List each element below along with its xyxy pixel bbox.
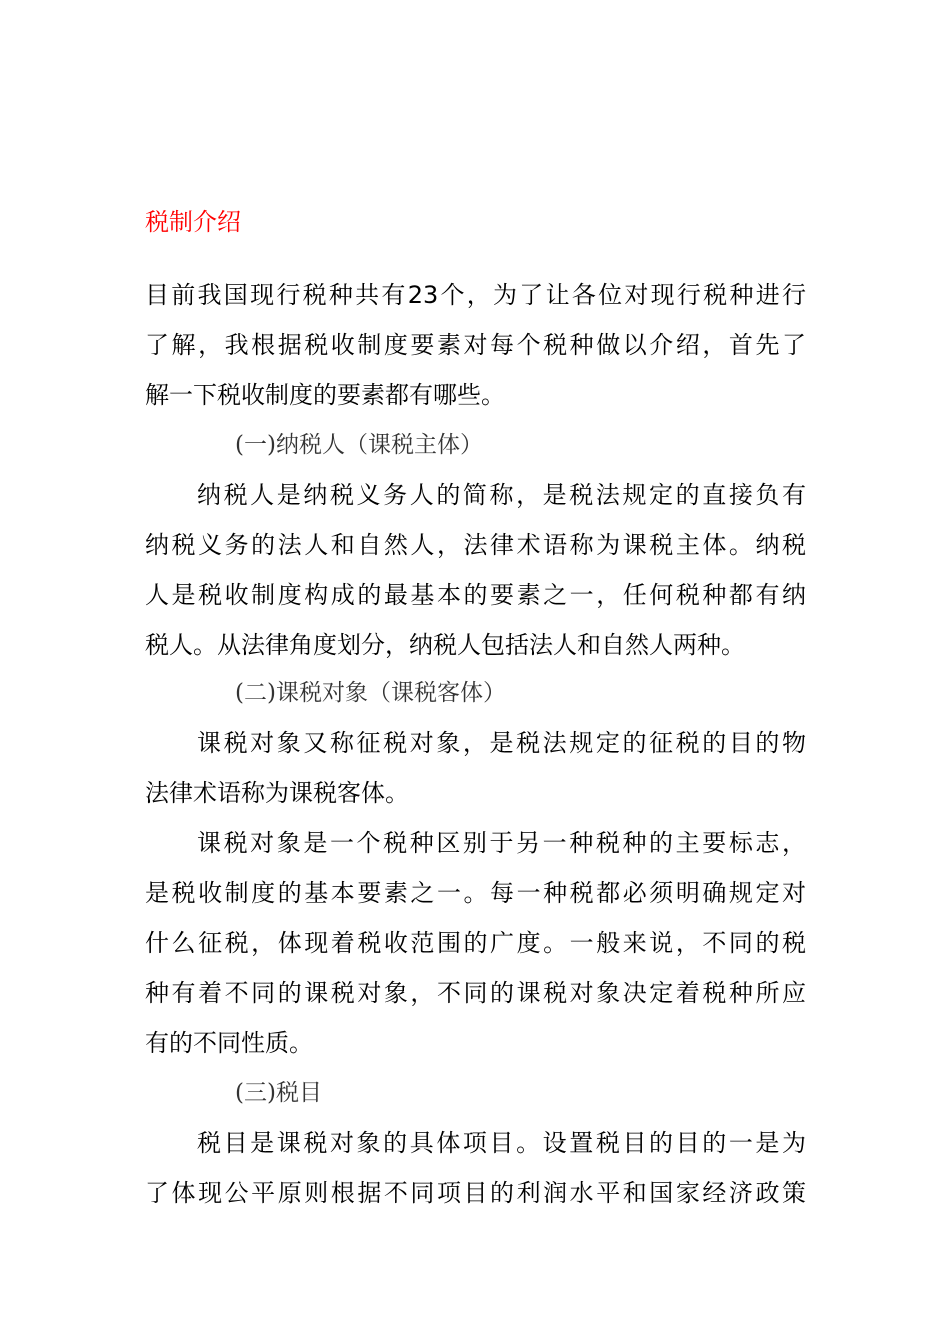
paragraph-line: 人是税收制度构成的最基本的要素之一，任何税种都有纳 xyxy=(145,581,806,609)
paragraph-line: 种有着不同的课税对象，不同的课税对象决定着税种所应 xyxy=(145,979,806,1007)
paragraph-line: 了体现公平原则根据不同项目的利润水平和国家经济政策 xyxy=(145,1179,806,1207)
section-heading-tax-item: (三)税目 xyxy=(235,1080,322,1106)
paragraph-line: 税目是课税对象的具体项目。设置税目的目的一是为 xyxy=(197,1129,806,1157)
paragraph-line: 什么征税，体现着税收范围的广度。一般来说，不同的税 xyxy=(145,929,806,957)
paragraph-line: 目前我国现行税种共有23个，为了让各位对现行税种进行 xyxy=(145,281,806,309)
paragraph-line: 解一下税收制度的要素都有哪些。 xyxy=(145,381,505,409)
paragraph-line: 纳税义务的法人和自然人，法律术语称为课税主体。纳税 xyxy=(145,531,806,559)
paragraph-line: 了解，我根据税收制度要素对每个税种做以介绍，首先了 xyxy=(145,331,806,359)
paragraph-line: 课税对象是一个税种区别于另一种税种的主要标志， xyxy=(197,829,806,857)
paragraph-line: 有的不同性质。 xyxy=(145,1029,313,1057)
paragraph-line: 课税对象又称征税对象，是税法规定的征税的目的物 xyxy=(197,729,806,757)
paragraph-line: 纳税人是纳税义务人的简称，是税法规定的直接负有 xyxy=(197,481,806,509)
section-heading-tax-object: (二)课税对象（课税客体） xyxy=(235,680,506,706)
paragraph-line: 税人。从法律角度划分，纳税人包括法人和自然人两种。 xyxy=(145,631,745,659)
document-title: 税制介绍 xyxy=(145,208,241,236)
paragraph-line: 是税收制度的基本要素之一。每一种税都必须明确规定对 xyxy=(145,879,806,907)
section-heading-taxpayer: (一)纳税人（课税主体） xyxy=(235,432,483,458)
paragraph-line: 法律术语称为课税客体。 xyxy=(145,779,409,807)
